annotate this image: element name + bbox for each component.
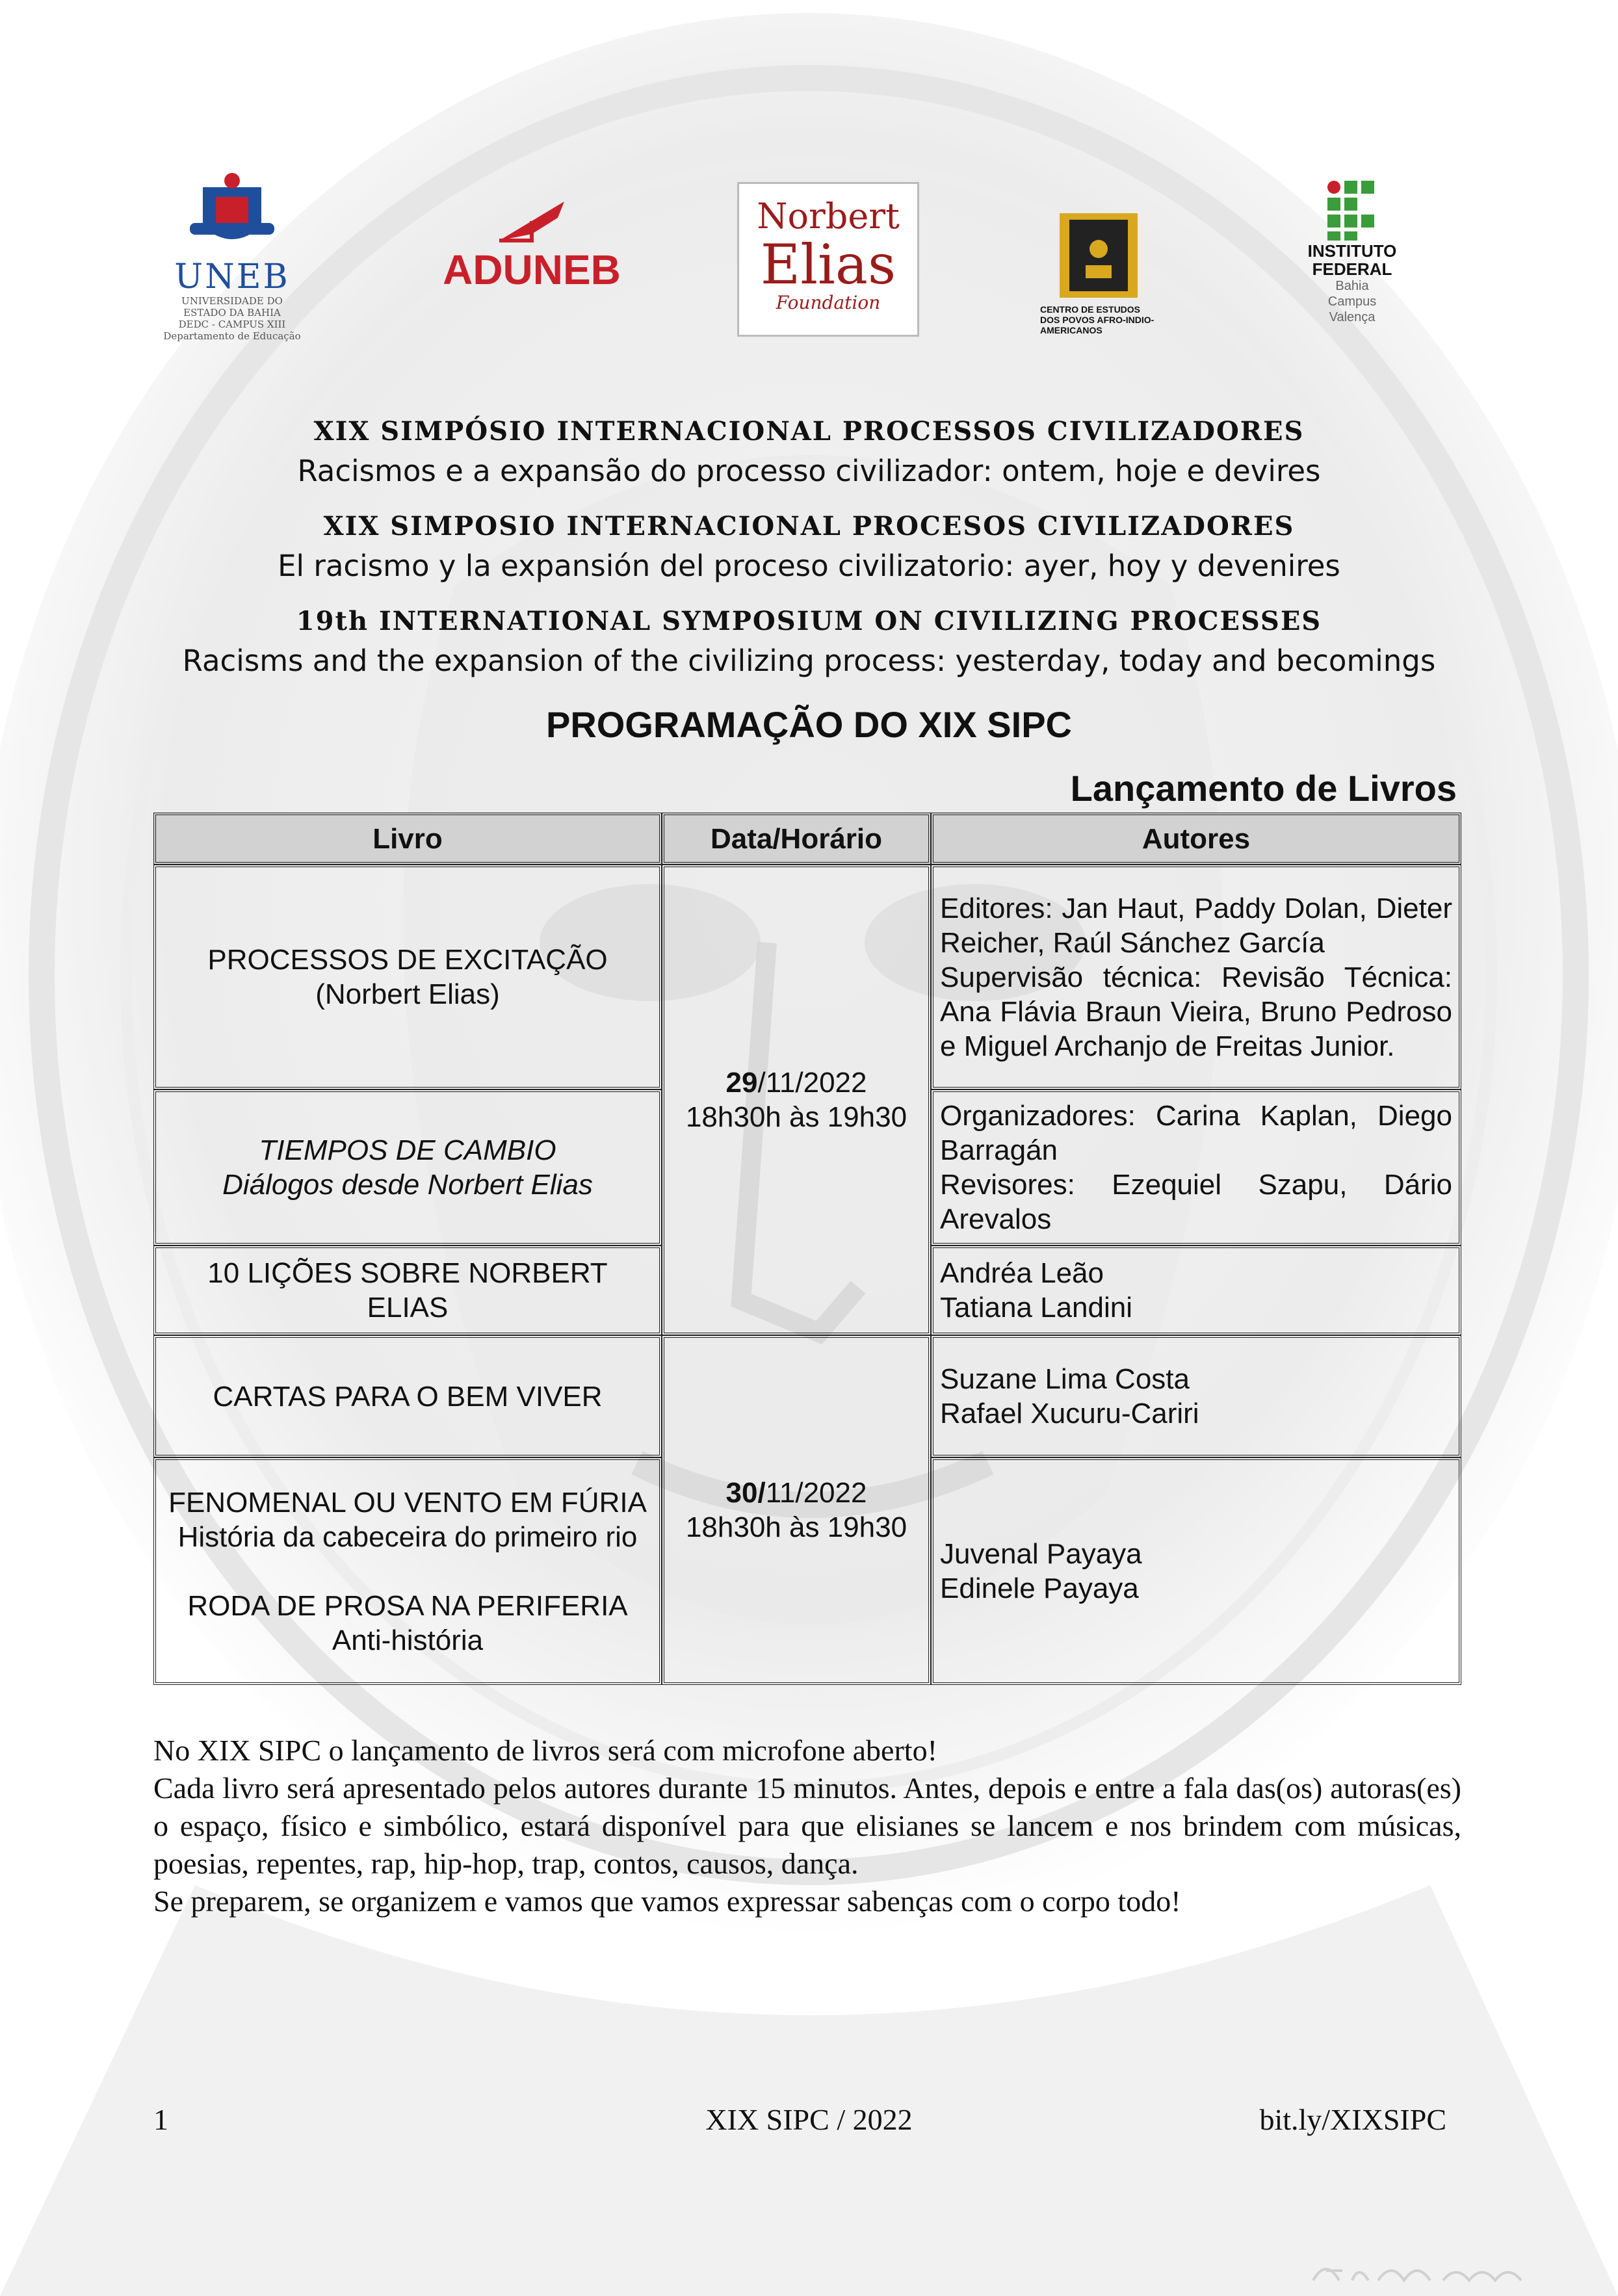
ifba-line3: Bahia — [1335, 279, 1369, 293]
ifba-logo — [1300, 179, 1404, 335]
ifba-grid-icon — [1326, 179, 1378, 242]
body-paragraph: Cada livro será apresentado pelos autores durante 15 minutos. Antes, depois e entre a fala das(os) autoras(es) o espaço, físico e simbólico, estará disponível para que elisianes se lancem e nos brindem com músicas, poesias, repentes, rap, hip-hop, trap, contos, causos, dança. — [153, 1771, 1461, 1880]
book-cell — [153, 1089, 662, 1246]
book-title: 10 LIÇÕES SOBRE NORBERT ELIAS — [207, 1257, 608, 1324]
ifba-line2: FEDERAL — [1312, 259, 1392, 279]
norbert-elias-foundation-logo — [737, 182, 919, 337]
aduneb-name: ADUNEB — [443, 246, 621, 293]
ifba-line1: INSTITUTO — [1307, 241, 1397, 261]
authors-line2: Edinele Payaya — [940, 1572, 1139, 1604]
authors-line1: Suzane Lima Costa — [940, 1363, 1190, 1395]
cepaia-logo — [1040, 207, 1170, 337]
book-cell — [153, 1246, 662, 1335]
header-book: Livro — [153, 813, 662, 865]
aduneb-logo — [434, 195, 629, 312]
authors-cell — [931, 865, 1461, 1089]
ifba-line4: Campus — [1327, 294, 1377, 309]
program-title: PROGRAMAÇÃO DO XIX SIPC — [546, 704, 1072, 745]
body-text — [153, 1732, 1461, 1920]
body-line3: Se preparem, se organizem e vamos que vamos expressar sabenças com o corpo todo! — [153, 1885, 1181, 1918]
body-line1: No XIX SIPC o lançamento de livros será com microfone aberto! — [153, 1734, 937, 1767]
cepaia-line3: AMERICANOS — [1040, 325, 1103, 335]
aduneb-book-icon — [486, 195, 577, 247]
book-subtitle: Diálogos desde Norbert Elias — [222, 1169, 593, 1201]
es-title: XIX SIMPOSIO INTERNACIONAL PROCESOS CIVILIZADORES — [323, 511, 1295, 541]
es-subtitle: El racismo y la expansión del proceso civilizatorio: ayer, hoy y devenires — [278, 549, 1340, 583]
book-title: FENOMENAL OU VENTO EM FÚRIA — [168, 1486, 647, 1519]
book-title: CARTAS PARA O BEM VIVER — [213, 1380, 603, 1413]
pt-title: XIX SIMPÓSIO INTERNACIONAL PROCESSOS CIVILIZADORES — [313, 416, 1305, 447]
date-cell — [662, 865, 931, 1335]
authors-line2: Rafael Xucuru-Cariri — [940, 1398, 1199, 1429]
date-rest: 11/2022 — [765, 1477, 867, 1509]
table-header-row — [153, 813, 1461, 865]
norbert-logo-line1: Norbert — [757, 196, 900, 237]
authors-cell — [931, 1089, 1461, 1246]
uneb-line3: DEDC - CAMPUS XIII — [178, 319, 286, 330]
uneb-line4: Departamento de Educação — [163, 330, 301, 342]
en-title: 19th INTERNATIONAL SYMPOSIUM ON CIVILIZING PROCESSES — [296, 606, 1322, 636]
book-cell — [153, 865, 662, 1089]
book-cell — [153, 1457, 662, 1685]
uneb-crest-icon — [177, 168, 287, 259]
footer-page-number: 1 — [153, 2103, 168, 2136]
uneb-line2: ESTADO DA BAHIA — [183, 307, 281, 319]
authors-cell — [931, 1457, 1461, 1685]
date-time: 18h30h às 19h30 — [685, 1101, 907, 1133]
date-cell — [662, 1335, 931, 1685]
cepaia-line2: DOS POVOS AFRO-INDIO- — [1040, 315, 1155, 325]
norbert-logo-line2: Elias — [760, 233, 896, 296]
norbert-logo-line3: Foundation — [776, 292, 881, 313]
pt-subtitle: Racismos e a expansão do processo civilizador: ontem, hoje e devires — [297, 454, 1321, 488]
authors-line1: Editores: Jan Haut, Paddy Dolan, Dieter Reicher, Raúl Sánchez García — [940, 892, 1452, 959]
table-row — [153, 1335, 1461, 1457]
uneb-line1: UNIVERSIDADE DO — [181, 295, 283, 307]
authors-line2: Tatiana Landini — [940, 1292, 1133, 1324]
artist-signature-watermark — [1307, 2254, 1528, 2288]
authors-cell — [931, 1335, 1461, 1457]
authors-line2: Revisores: Ezequiel Szapu, Dário Arevalos — [940, 1169, 1452, 1235]
footer-link[interactable]: bit.ly/XIXSIPC — [1259, 2103, 1446, 2136]
authors-line1: Andréa Leão — [940, 1257, 1104, 1289]
authors-line1: Organizadores: Carina Kaplan, Diego Barragán — [940, 1100, 1452, 1166]
authors-line1: Juvenal Payaya — [940, 1538, 1142, 1570]
table-row — [153, 865, 1461, 1089]
uneb-logo — [151, 168, 313, 363]
date-day: 30/ — [725, 1477, 766, 1509]
date-day: 29 — [725, 1067, 758, 1099]
book-subtitle-2: Anti-história — [332, 1624, 484, 1656]
section-title: Lançamento de Livros — [1070, 768, 1457, 809]
book-title: TIEMPOS DE CAMBIO — [259, 1134, 556, 1166]
header-authors: Autores — [931, 813, 1461, 865]
authors-cell — [931, 1246, 1461, 1335]
en-subtitle: Racisms and the expansion of the civilizing process: yesterday, today and becomings — [182, 644, 1436, 678]
authors-line2: Supervisão técnica: Revisão Técnica: Ana Flávia Braun Vieira, Bruno Pedroso e Miguel Archanjo de Freitas Junior. — [940, 961, 1452, 1062]
uneb-name: UNEB — [174, 257, 290, 296]
date-rest: /11/2022 — [757, 1067, 867, 1099]
header-date: Data/Horário — [662, 813, 931, 865]
book-title-2: RODA DE PROSA NA PERIFERIA — [187, 1589, 628, 1622]
book-launch-table — [153, 813, 1461, 1685]
book-cell — [153, 1335, 662, 1457]
cepaia-line1: CENTRO DE ESTUDOS — [1040, 304, 1141, 315]
ifba-line5: Valença — [1329, 310, 1376, 324]
book-subtitle: (Norbert Elias) — [315, 978, 500, 1010]
footer-center: XIX SIPC / 2022 — [705, 2103, 913, 2136]
book-subtitle: História da cabeceira do primeiro rio — [177, 1520, 638, 1553]
cepaia-mask-icon — [1040, 207, 1164, 304]
date-time: 18h30h às 19h30 — [685, 1511, 907, 1543]
book-title: PROCESSOS DE EXCITAÇÃO — [207, 944, 608, 976]
